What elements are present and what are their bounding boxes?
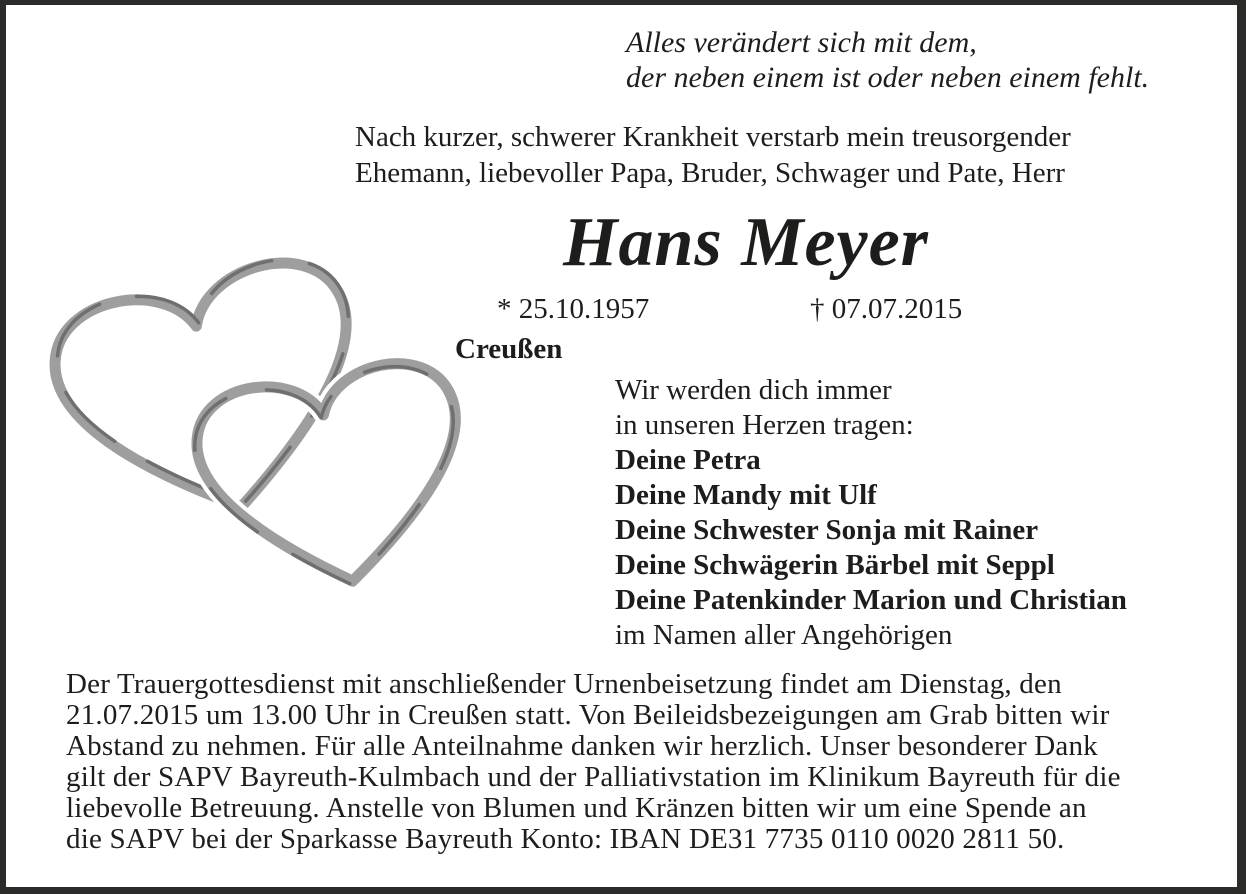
mourners-block: [615, 373, 1127, 653]
quote-line-1: Alles verändert sich mit dem,: [626, 26, 977, 59]
two-hearts-icon: [36, 238, 506, 588]
death-date: † 07.07.2015: [810, 293, 963, 325]
mourners-closing: im Namen aller Angehörigen: [615, 619, 953, 651]
mourners-lead-1: Wir werden dich immer: [615, 374, 892, 406]
mourner-name: Deine Schwester Sonja mit Rainer: [615, 514, 1039, 546]
birth-date: * 25.10.1957: [497, 293, 650, 325]
mourner-name: Deine Patenkinder Marion und Christian: [615, 584, 1127, 616]
deceased-name: Hans Meyer: [563, 204, 929, 281]
funeral-line: liebevolle Betreuung. Anstelle von Blumen und Kränzen bitten wir um eine Spende an: [66, 792, 1087, 824]
funeral-line: die SAPV bei der Sparkasse Bayreuth Konto: IBAN DE31 7735 0110 0020 2811 50.: [66, 823, 1065, 855]
place-name: Creußen: [455, 333, 563, 365]
mourner-name: Deine Petra: [615, 444, 761, 476]
epigraph-quote: [626, 25, 1149, 95]
funeral-line: 21.07.2015 um 13.00 Uhr in Creußen statt. Von Beileidsbezeigungen am Grab bitten wir: [66, 699, 1110, 731]
funeral-notice: [66, 669, 1196, 855]
funeral-line: gilt der SAPV Bayreuth-Kulmbach und der Palliativstation im Klinikum Bayreuth für die: [66, 761, 1121, 793]
intro-line-1: Nach kurzer, schwerer Krankheit verstarb mein treusorgender: [355, 121, 1071, 153]
funeral-line: Abstand zu nehmen. Für alle Anteilnahme danken wir herzlich. Unser besonderer Dank: [66, 730, 1098, 762]
mourners-lead-2: in unseren Herzen tragen:: [615, 409, 914, 441]
mourner-name: Deine Mandy mit Ulf: [615, 479, 877, 511]
intro-text: [355, 119, 1071, 191]
funeral-line: Der Trauergottesdienst mit anschließender Urnenbeisetzung findet am Dienstag, den: [66, 668, 1062, 700]
intro-line-2: Ehemann, liebevoller Papa, Bruder, Schwager und Pate, Herr: [355, 157, 1065, 189]
mourner-name: Deine Schwägerin Bärbel mit Seppl: [615, 549, 1055, 581]
quote-line-2: der neben einem ist oder neben einem fehlt.: [626, 61, 1150, 94]
